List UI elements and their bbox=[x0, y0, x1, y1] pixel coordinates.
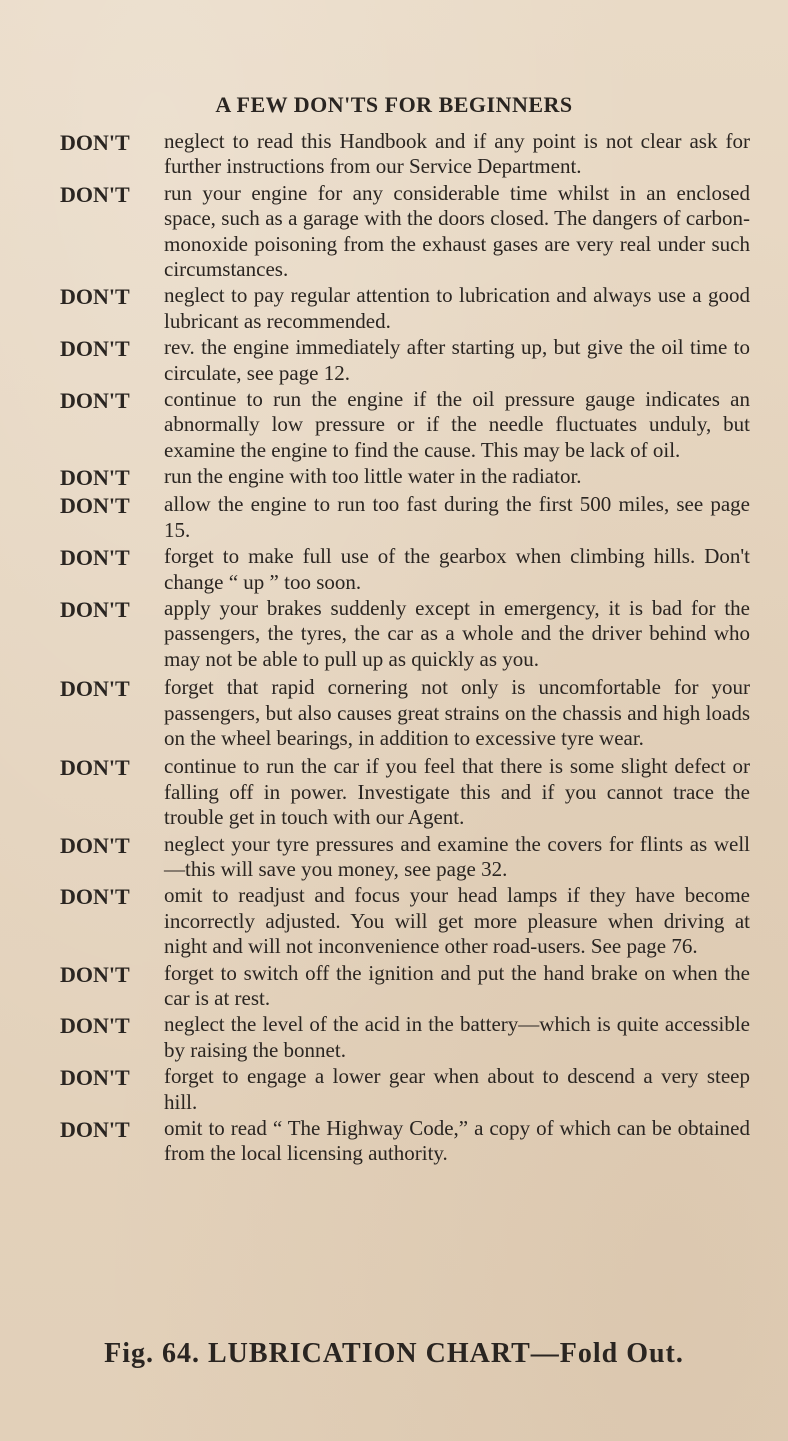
dont-text: neglect the level of the acid in the battery—which is quite accessible by raising the bonnet. bbox=[164, 1012, 750, 1062]
list-item bbox=[60, 492, 750, 543]
dont-text: rev. the engine immediately after starting up, but give the oil time to circulate, see page 12. bbox=[164, 335, 750, 385]
list-item bbox=[60, 596, 750, 672]
list-item bbox=[60, 883, 750, 959]
dont-text: run your engine for any considerable time whilst in an enclosed space, such as a garage with the doors closed. The dangers of carbon-monoxide poisoning from the exhaust gases are very real under such circumstances. bbox=[164, 180, 750, 282]
dont-keyword: DON'T bbox=[60, 493, 130, 519]
list-item bbox=[60, 283, 750, 334]
dont-text: allow the engine to run too fast during the first 500 miles, see page 15. bbox=[164, 492, 750, 542]
dont-text: continue to run the car if you feel that there is some slight defect or falling off in power. Investigate this and if you cannot trace the trouble get in touch with our Agent. bbox=[164, 754, 750, 830]
dont-keyword: DON'T bbox=[60, 884, 130, 910]
dont-text: forget to make full use of the gearbox when climbing hills. Don't change “ up ” too soon. bbox=[164, 544, 750, 594]
list-item bbox=[60, 181, 750, 283]
list-item bbox=[60, 464, 750, 491]
list-item bbox=[60, 1012, 750, 1063]
donts-list bbox=[60, 129, 750, 1168]
dont-keyword: DON'T bbox=[60, 336, 130, 362]
dont-keyword: DON'T bbox=[60, 1013, 130, 1039]
dont-text: neglect your tyre pressures and examine the covers for flints as well—this will save you money, see page 32. bbox=[164, 831, 750, 881]
dont-keyword: DON'T bbox=[60, 676, 130, 702]
dont-text: apply your brakes suddenly except in emergency, it is bad for the passengers, the tyres, the car as a whole and the driver behind who may not be able to pull up as quickly as you. bbox=[164, 595, 750, 671]
dont-keyword: DON'T bbox=[60, 961, 130, 987]
list-item bbox=[60, 335, 750, 386]
list-item bbox=[60, 1064, 750, 1115]
dont-keyword: DON'T bbox=[60, 465, 130, 491]
list-item bbox=[60, 129, 750, 180]
dont-text: forget to switch off the ignition and put the hand brake on when the car is at rest. bbox=[164, 960, 750, 1010]
list-item bbox=[60, 544, 750, 595]
dont-keyword: DON'T bbox=[60, 596, 130, 622]
dont-keyword: DON'T bbox=[60, 284, 130, 310]
list-item bbox=[60, 675, 750, 751]
dont-keyword: DON'T bbox=[60, 832, 130, 858]
dont-text: omit to readjust and focus your head lamps if they have become incorrectly adjusted. You will get more pleasure when driving at night and will not inconvenience other road-users. See page 76. bbox=[164, 883, 750, 959]
page-heading: A FEW DON'TS FOR BEGINNERS bbox=[215, 92, 573, 117]
dont-keyword: DON'T bbox=[60, 1065, 130, 1091]
dont-keyword: DON'T bbox=[60, 181, 130, 207]
list-item bbox=[60, 1116, 750, 1167]
dont-keyword: DON'T bbox=[60, 755, 130, 781]
list-item bbox=[60, 961, 750, 1012]
dont-keyword: DON'T bbox=[60, 388, 130, 414]
dont-text: neglect to read this Handbook and if any point is not clear ask for further instructions from our Service Department. bbox=[164, 129, 750, 179]
dont-text: continue to run the engine if the oil pressure gauge indicates an abnormally low pressure or if the needle fluctuates unduly, but examine the engine to find the cause. This may be lack of oil. bbox=[164, 387, 750, 462]
dont-keyword: DON'T bbox=[60, 545, 130, 571]
dont-text: forget to engage a lower gear when about to descend a very steep hill. bbox=[164, 1064, 750, 1114]
dont-text: omit to read “ The Highway Code,” a copy of which can be obtained from the local licensing authority. bbox=[164, 1116, 750, 1166]
list-item bbox=[60, 832, 750, 883]
dont-keyword: DON'T bbox=[60, 1117, 130, 1143]
figure-caption: Fig. 64. LUBRICATION CHART—Fold Out. bbox=[104, 1338, 684, 1369]
dont-text: forget that rapid cornering not only is uncomfortable for your passengers, but also causes great strains on the chassis and high loads on the wheel bearings, in addition to excessive tyre wear. bbox=[164, 675, 750, 750]
dont-text: run the engine with too little water in the radiator. bbox=[164, 464, 582, 489]
dont-keyword: DON'T bbox=[60, 130, 130, 155]
list-item bbox=[60, 387, 750, 463]
list-item bbox=[60, 754, 750, 830]
dont-text: neglect to pay regular attention to lubrication and always use a good lubricant as recommended. bbox=[164, 283, 750, 333]
